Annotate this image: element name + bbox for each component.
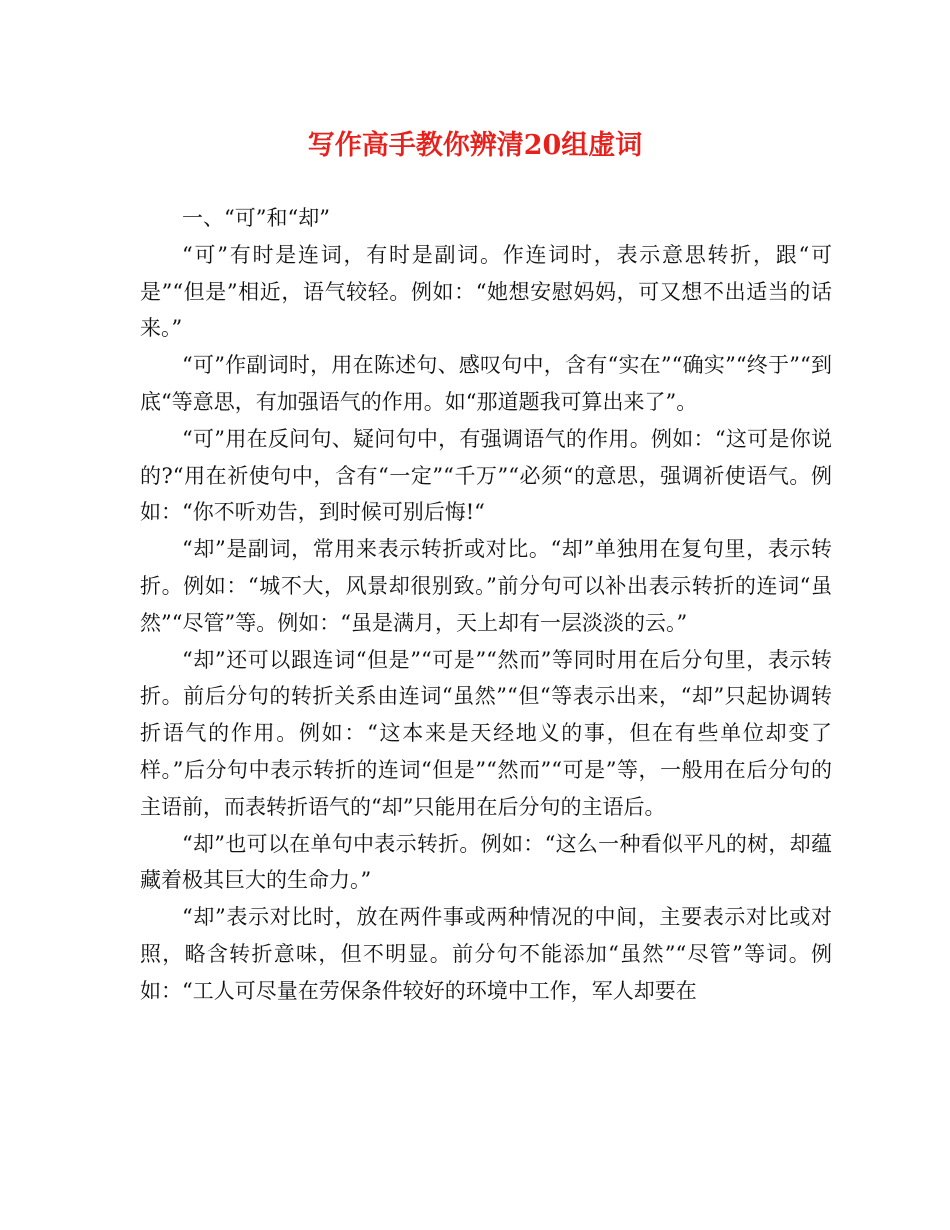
- document-title: 写作高手教你辨清20组虚词: [307, 130, 643, 161]
- paragraph: “可”作副词时，用在陈述句、感叹句中，含有“实在”“确实”“终于”“到底“等意思，有加强语气的作用。如“那道题我可算出来了”。: [140, 353, 832, 414]
- paragraph: “可”有时是连词，有时是副词。作连词时，表示意思转折，跟“可是”“但是”相近，语气较轻。例如：“她想安慰妈妈，可又想不出适当的话来。”: [140, 242, 832, 341]
- document-body: [140, 200, 832, 1010]
- section-heading: 一、“可”和“却”: [182, 206, 330, 230]
- paragraph: “可”用在反问句、疑问句中，有强调语气的作用。例如：“这可是你说的?“用在祈使句中，含有“一定”“千万”“必须“的意思，强调祈使语气。例如：“你不听劝告，到时候可别后悔!“: [140, 426, 832, 525]
- paragraph: “却”还可以跟连词“但是”“可是”“然而”等同时用在后分句里，表示转折。前后分句的转折关系由连词“虽然”“但“等表示出来，“却”只起协调转折语气的作用。例如：“这本来是天经地义的事，但在有些单位却变了样。”后分句中表示转折的连词“但是”“然而”“可是”等，一般用在后分句的主语前，而表转折语气的“却”只能用在后分句的主语后。: [140, 647, 832, 819]
- paragraph: “却”也可以在单句中表示转折。例如：“这么一种看似平凡的树，却蕴藏着极其巨大的生命力。”: [140, 831, 832, 893]
- paragraph: “却”表示对比时，放在两件事或两种情况的中间，主要表示对比或对照，略含转折意味，但不明显。前分句不能添加“虽然”“尽管”等词。例如：“工人可尽量在劳保条件较好的环境中工作，军人却要在: [140, 905, 832, 1003]
- paragraph: “却”是副词，常用来表示转折或对比。“却”单独用在复句里，表示转折。例如：“城不大，风景却很别致。”前分句可以补出表示转折的连词“虽然”“尽管”等。例如：“虽是满月，天上却有一层淡淡的云。”: [140, 537, 832, 635]
